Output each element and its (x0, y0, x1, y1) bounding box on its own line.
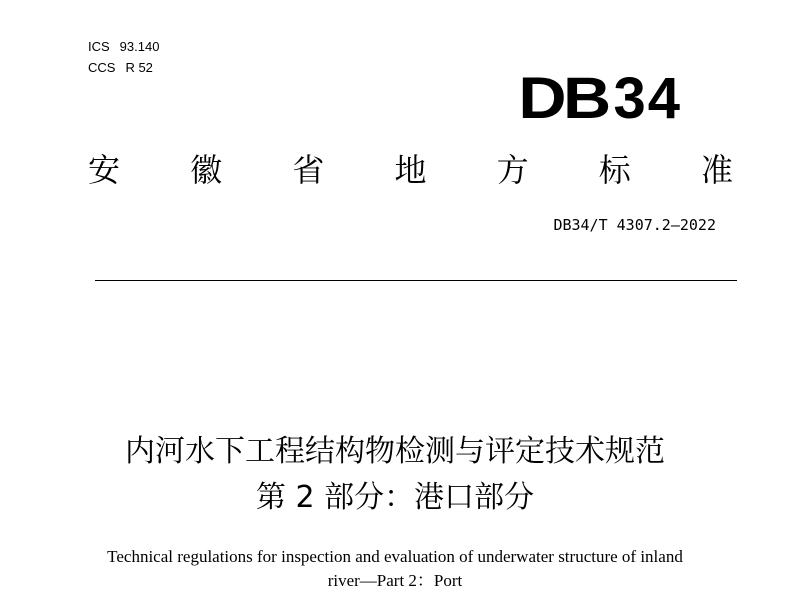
db34-logo (518, 58, 682, 131)
chinese-title-line-2: 第 2 部分：港口部分 (255, 480, 535, 515)
ics-code: 93.140 (119, 39, 160, 54)
authority-char: 标 (598, 151, 631, 189)
logo-prefix: DB (518, 66, 608, 131)
authority-char: 方 (496, 151, 529, 189)
authority-char: 徽 (190, 151, 223, 189)
header-divider (95, 280, 737, 281)
ccs-row (88, 57, 159, 78)
authority-char: 安 (88, 151, 121, 189)
classification-codes (88, 36, 159, 78)
english-title-line-1: Technical regulations for inspection and evaluation of underwater structure of inland (107, 547, 683, 566)
authority-char: 省 (292, 151, 325, 189)
ccs-code: R 52 (125, 60, 153, 75)
ics-label: ICS (88, 39, 110, 54)
issuing-authority (88, 148, 733, 192)
authority-char: 地 (394, 151, 427, 189)
logo-number: 34 (613, 66, 682, 131)
english-title-line-2: river—Part 2：Port (327, 571, 463, 590)
authority-char: 准 (700, 151, 733, 189)
chinese-title-line-1: 内河水下工程结构物检测与评定技术规范 (125, 434, 665, 469)
ics-row (88, 36, 159, 57)
ccs-label: CCS (88, 60, 116, 75)
standard-number: DB34/T 4307.2—2022 (553, 216, 716, 234)
